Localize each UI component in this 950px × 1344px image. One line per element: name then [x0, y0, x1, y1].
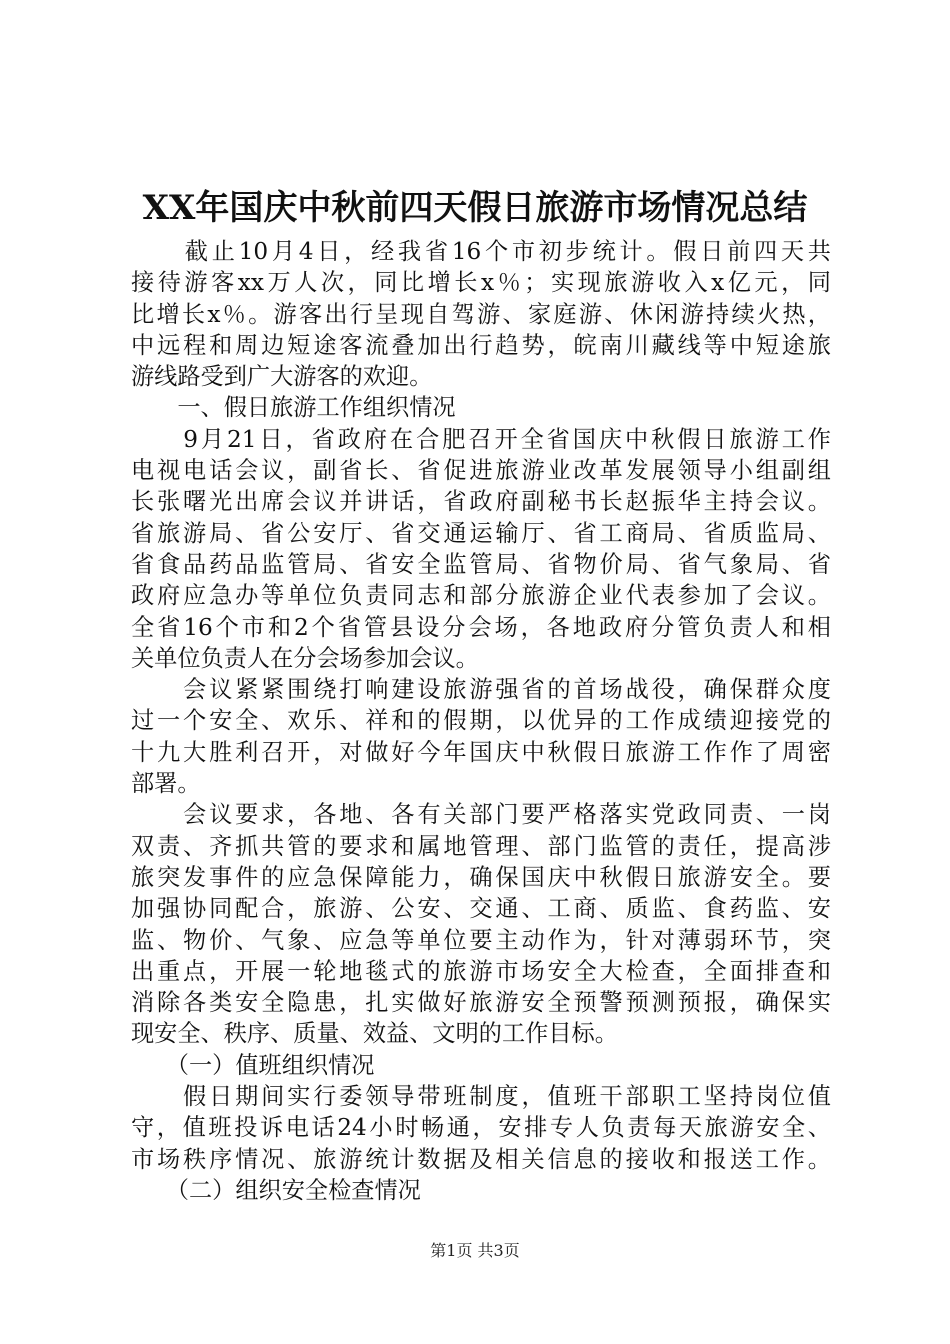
text-line: 双责、齐抓共管的要求和属地管理、部门监管的责任，提高涉	[131, 832, 831, 860]
text-line: 现安全、秩序、质量、效益、文明的工作目标。	[131, 1020, 618, 1048]
text-line: 全省16个市和2个省管县设分会场，各地政府分管负责人和相	[131, 613, 831, 641]
text-line: 省旅游局、省公安厅、省交通运输厅、省工商局、省质监局、	[131, 519, 831, 547]
text-line: 消除各类安全隐患，扎实做好旅游安全预警预测预报，确保实	[131, 989, 831, 1017]
text-line: 接待游客xx万人次，同比增长x％；实现旅游收入x亿元，同	[131, 269, 831, 297]
text-line: 游线路受到广大游客的欢迎。	[131, 363, 433, 391]
text-line: 市场秩序情况、旅游统计数据及相关信息的接收和报送工作。	[131, 1145, 831, 1173]
text-line: 长张曙光出席会议并讲话，省政府副秘书长赵振华主持会议。	[131, 488, 831, 516]
text-line: 政府应急办等单位负责同志和部分旅游企业代表参加了会议。	[131, 582, 831, 610]
document-body	[131, 236, 831, 1206]
text-line: 十九大胜利召开，对做好今年国庆中秋假日旅游工作作了周密	[131, 738, 831, 766]
subsection-heading: （二）组织安全检查情况	[131, 1176, 421, 1204]
text-line: 中远程和周边短途客流叠加出行趋势，皖南川藏线等中短途旅	[131, 331, 831, 359]
page-number-footer: 第1页 共3页	[430, 1241, 520, 1260]
text-line: 电视电话会议，副省长、省促进旅游业改革发展领导小组副组	[131, 457, 831, 485]
text-line: 9月21日，省政府在合肥召开全省国庆中秋假日旅游工作	[131, 425, 831, 453]
text-line: 出重点，开展一轮地毯式的旅游市场安全大检查，全面排查和	[131, 957, 831, 985]
text-line: 假日期间实行委领导带班制度，值班干部职工坚持岗位值	[131, 1083, 831, 1111]
document-title: XX年国庆中秋前四天假日旅游市场情况总结	[142, 188, 808, 228]
text-line: 省食品药品监管局、省安全监管局、省物价局、省气象局、省	[131, 550, 831, 578]
text-line: 比增长x％。游客出行呈现自驾游、家庭游、休闲游持续火热，	[131, 300, 831, 328]
text-line: 守，值班投诉电话24小时畅通，安排专人负责每天旅游安全、	[131, 1114, 831, 1142]
text-line: 截止10月4日，经我省16个市初步统计。假日前四天共	[131, 238, 831, 265]
text-line: 监、物价、气象、应急等单位要主动作为，针对薄弱环节，突	[131, 926, 831, 954]
text-line: 旅突发事件的应急保障能力，确保国庆中秋假日旅游安全。要	[131, 863, 831, 891]
text-line: 关单位负责人在分会场参加会议。	[131, 644, 479, 672]
text-line: 过一个安全、欢乐、祥和的假期，以优异的工作成绩迎接党的	[131, 707, 831, 735]
text-line: 部署。	[131, 770, 201, 798]
subsection-heading: （一）值班组织情况	[131, 1051, 375, 1079]
section-heading: 一、假日旅游工作组织情况	[131, 394, 456, 422]
text-line: 加强协同配合，旅游、公安、交通、工商、质监、食药监、安	[131, 895, 831, 923]
text-line: 会议紧紧围绕打响建设旅游强省的首场战役，确保群众度	[131, 676, 831, 704]
text-line: 会议要求，各地、各有关部门要严格落实党政同责、一岗	[131, 801, 831, 829]
